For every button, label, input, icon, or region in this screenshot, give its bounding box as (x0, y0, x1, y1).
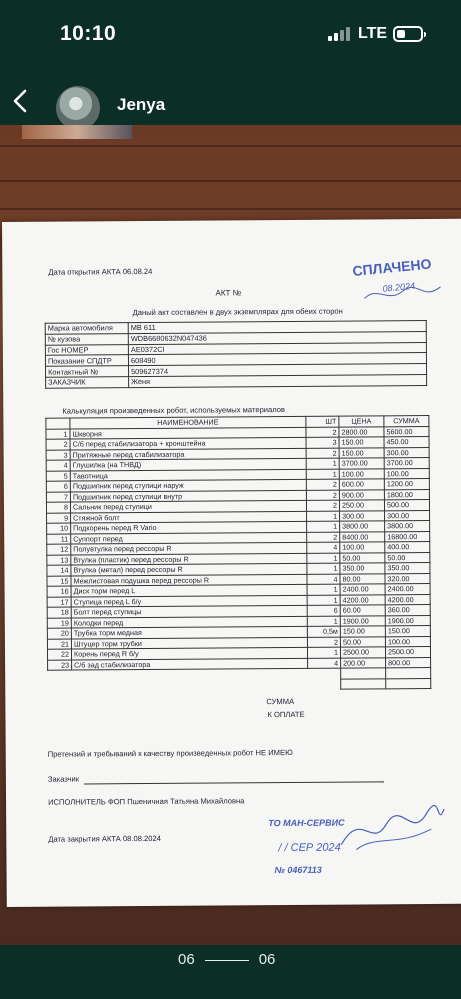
row-qty: 1 (307, 511, 340, 522)
row-qty: 4 (307, 542, 340, 553)
row-number: 23 (48, 660, 72, 671)
claims-text: Претензий и требываний к качеству произведенных робот НЕ ИМЕЮ (47, 747, 293, 759)
row-sum: 360.00 (385, 605, 430, 616)
info-label: Гос НОМЕР (45, 344, 128, 355)
photo-pager (0, 945, 461, 999)
row-name: Диск торм перед L (71, 584, 307, 596)
row-price: 200.00 (341, 657, 386, 668)
row-price: 50.00 (340, 552, 385, 563)
customer-signature-line (84, 781, 384, 784)
network-type: LTE (358, 25, 388, 42)
row-number: 18 (47, 607, 71, 618)
col-name: НАИМЕНОВАНИЕ (70, 416, 306, 428)
row-price: 50.00 (340, 636, 385, 647)
background-object (22, 125, 132, 139)
row-sum: 5600.00 (384, 426, 429, 437)
row-name: Втулка (метал) перед рессоры R (71, 563, 307, 575)
row-name: Штуцер торм трубки (71, 637, 307, 649)
pager-left: 06 (178, 951, 195, 968)
customer-label: Заказчик (47, 774, 80, 784)
col-price: ЦЕНА (339, 416, 384, 427)
info-value: 608490 (128, 353, 426, 366)
battery-level (397, 30, 405, 38)
row-sum: 1900.00 (385, 615, 430, 626)
row-price: 150.00 (340, 626, 385, 637)
close-date: Дата закрытия АКТА 08.08.2024 (48, 833, 161, 844)
row-sum: 100.00 (384, 468, 429, 479)
row-sum: 350.00 (385, 563, 430, 574)
row-qty: 2 (307, 637, 340, 648)
row-number: 19 (47, 618, 71, 629)
row-name: Полувтулка перед рессоры R (71, 542, 307, 554)
back-button[interactable] (6, 86, 36, 116)
row-qty: 2 (306, 479, 339, 490)
row-number: 10 (47, 523, 71, 534)
row-name: Суппорт перед (71, 532, 307, 544)
row-sum: 3700.00 (384, 458, 429, 469)
row-name: С/б перед стабилизатора + кронштейна (70, 437, 306, 449)
act-title: АКТ № (215, 288, 242, 298)
chevron-left-icon (6, 86, 36, 116)
stamp-bottom-name: ТО МАН-СЕРВИС (268, 817, 345, 829)
row-price: 900.00 (339, 489, 384, 500)
info-value: Женя (129, 375, 427, 388)
row-qty: 2 (306, 490, 339, 501)
row-sum: 50.00 (385, 552, 430, 563)
row-price: 100.00 (340, 542, 385, 553)
row-number: 8 (46, 502, 70, 513)
info-label: ЗАКАЗЧИК (46, 377, 129, 388)
row-name: Ступица перед L б/у (71, 595, 307, 607)
row-number: 4 (46, 460, 70, 471)
info-label: Марка автомобиля (45, 323, 128, 334)
row-name: Притяжные перед стабилизатора (70, 448, 306, 460)
total-row (48, 678, 431, 691)
row-number: 17 (47, 597, 71, 608)
pay-label: К ОПЛАТЕ (267, 709, 305, 720)
row-name: Корень перед R б/у (71, 647, 307, 659)
row-number: 9 (47, 513, 71, 524)
row-sum: 320.00 (385, 573, 430, 584)
row-number: 1 (46, 429, 70, 440)
info-value: MB 611 (128, 321, 426, 334)
row-sum: 300.00 (385, 510, 430, 521)
row-name: Болт перед ступицы (71, 605, 307, 617)
row-number: 6 (46, 481, 70, 492)
row-qty: 2 (306, 500, 339, 511)
row-number: 14 (47, 565, 71, 576)
row-sum: 150.00 (385, 626, 430, 637)
row-qty: 0,5м (307, 626, 340, 637)
info-row (46, 375, 427, 388)
row-price: 2500.00 (340, 647, 385, 658)
row-sum: 800.00 (386, 657, 431, 668)
row-qty: 6 (307, 605, 340, 616)
paid-stamp-date: 08.2024 (382, 280, 416, 294)
info-value: 509627374 (129, 364, 427, 377)
signal-icon (328, 27, 350, 41)
calculation-table (45, 415, 431, 692)
row-price: 3700.00 (339, 458, 384, 469)
row-price: 80.00 (340, 573, 385, 584)
row-qty: 1 (307, 584, 340, 595)
info-value: WDB6680632N047436 (128, 331, 426, 344)
row-name: Стяжной болт (71, 511, 307, 523)
sum-label: СУММА (266, 696, 295, 707)
status-bar (0, 0, 461, 70)
row-price: 300.00 (340, 510, 385, 521)
pager-right: 06 (258, 951, 276, 968)
row-price: 150.00 (339, 447, 384, 458)
row-price: 250.00 (339, 500, 384, 511)
row-sum: 4200.00 (385, 594, 430, 605)
photo-viewer[interactable] (0, 125, 461, 945)
row-name: Подкорень перед R Vario (71, 521, 307, 533)
vehicle-info-table (45, 320, 427, 388)
row-price: 350.00 (340, 563, 385, 574)
row-sum: 2400.00 (385, 584, 430, 595)
row-sum: 1200.00 (384, 479, 429, 490)
row-name: Глушилка (на ТНВД) (70, 458, 306, 470)
row-qty: 1 (307, 616, 340, 627)
battery-icon (393, 26, 423, 42)
info-value: AE0372CI (128, 342, 426, 355)
row-qty: 1 (307, 647, 340, 658)
info-label: Показание СПДТР (45, 355, 128, 366)
row-name: С/б зад стабилизатора (72, 658, 308, 670)
executor-text: ИСПОЛНИТЕЛЬ ФОП Пшеничная Татьяна Михайловна (48, 796, 245, 807)
signature-scribble (336, 799, 446, 860)
row-price: 1900.00 (340, 615, 385, 626)
row-number: 13 (47, 555, 71, 566)
row-name: Трубка торм медная (71, 626, 307, 638)
row-qty: 1 (307, 521, 340, 532)
row-qty: 2 (306, 427, 339, 438)
col-sum: СУММА (384, 416, 429, 427)
row-sum: 1800.00 (384, 489, 429, 500)
row-price: 2800.00 (339, 426, 384, 437)
row-number: 7 (46, 492, 70, 503)
avatar[interactable] (56, 86, 100, 130)
open-date: Дата открытия АКТА 06.08.24 (48, 266, 153, 277)
row-qty: 2 (306, 448, 339, 459)
paid-stamp: СПЛАЧЕНО (351, 255, 433, 279)
row-sum: 300.00 (384, 447, 429, 458)
row-price: 2400.00 (340, 584, 385, 595)
row-number: 16 (47, 586, 71, 597)
row-name: Колодки перед (71, 616, 307, 628)
row-qty: 1 (306, 458, 339, 469)
row-number: 21 (47, 639, 71, 650)
row-name: Шкворня (70, 427, 306, 439)
row-number: 20 (47, 628, 71, 639)
row-qty: 4 (308, 658, 341, 669)
paid-signature (362, 280, 442, 306)
row-qty: 2 (307, 532, 340, 543)
row-price: 3800.00 (340, 521, 385, 532)
row-qty: 4 (307, 574, 340, 585)
row-sum: 450.00 (384, 437, 429, 448)
copies-note: Даный акт составлен в двух экземплярах для обеих сторон (132, 306, 343, 318)
row-price: 4200.00 (340, 594, 385, 605)
row-price: 150.00 (339, 437, 384, 448)
row-number: 12 (47, 544, 71, 555)
stamp-bottom-date: / / СЕР 2024 (278, 841, 341, 855)
row-sum: 500.00 (384, 500, 429, 511)
row-price: 100.00 (339, 468, 384, 479)
row-qty: 1 (306, 469, 339, 480)
row-price: 8400.00 (340, 531, 385, 542)
row-name: Подшипник перед ступици внутр (70, 490, 306, 502)
row-name: Втулка (пластик) перед рессоры R (71, 553, 307, 565)
row-name: Тавотница (70, 469, 306, 481)
row-name: Подшипник перед ступици наруж (70, 479, 306, 491)
col-qty: ШТ (306, 416, 339, 427)
info-label: № кузова (45, 333, 128, 344)
row-name: Сальник перед ступици (70, 500, 306, 512)
calc-title: Калькуляция произведенных робот, используемых материалов (62, 405, 286, 416)
row-number: 15 (47, 576, 71, 587)
row-sum: 400.00 (385, 542, 430, 553)
row-name: Межлистовая подушка перед рессоры R (71, 574, 307, 586)
contact-name[interactable]: Jenya (117, 95, 166, 114)
row-number: 11 (47, 534, 71, 545)
info-label: Контактный № (46, 366, 129, 377)
page-indicator (178, 951, 275, 968)
row-price: 60.00 (340, 605, 385, 616)
stamp-bottom-number: № 0467113 (274, 864, 322, 876)
row-qty: 1 (307, 553, 340, 564)
row-sum: 100.00 (385, 636, 430, 647)
status-time: 10:10 (60, 22, 117, 45)
row-sum: 3800.00 (385, 521, 430, 532)
row-price: 600.00 (339, 479, 384, 490)
row-number: 3 (46, 450, 70, 461)
row-qty: 3 (306, 437, 339, 448)
chat-header (0, 70, 461, 125)
row-qty: 1 (307, 595, 340, 606)
row-number: 22 (47, 649, 71, 660)
row-number: 2 (46, 439, 70, 450)
row-sum: 16800.00 (385, 531, 430, 542)
row-sum: 2500.00 (385, 647, 430, 658)
document-sheet (2, 219, 461, 907)
row-number: 5 (46, 471, 70, 482)
row-qty: 1 (307, 563, 340, 574)
